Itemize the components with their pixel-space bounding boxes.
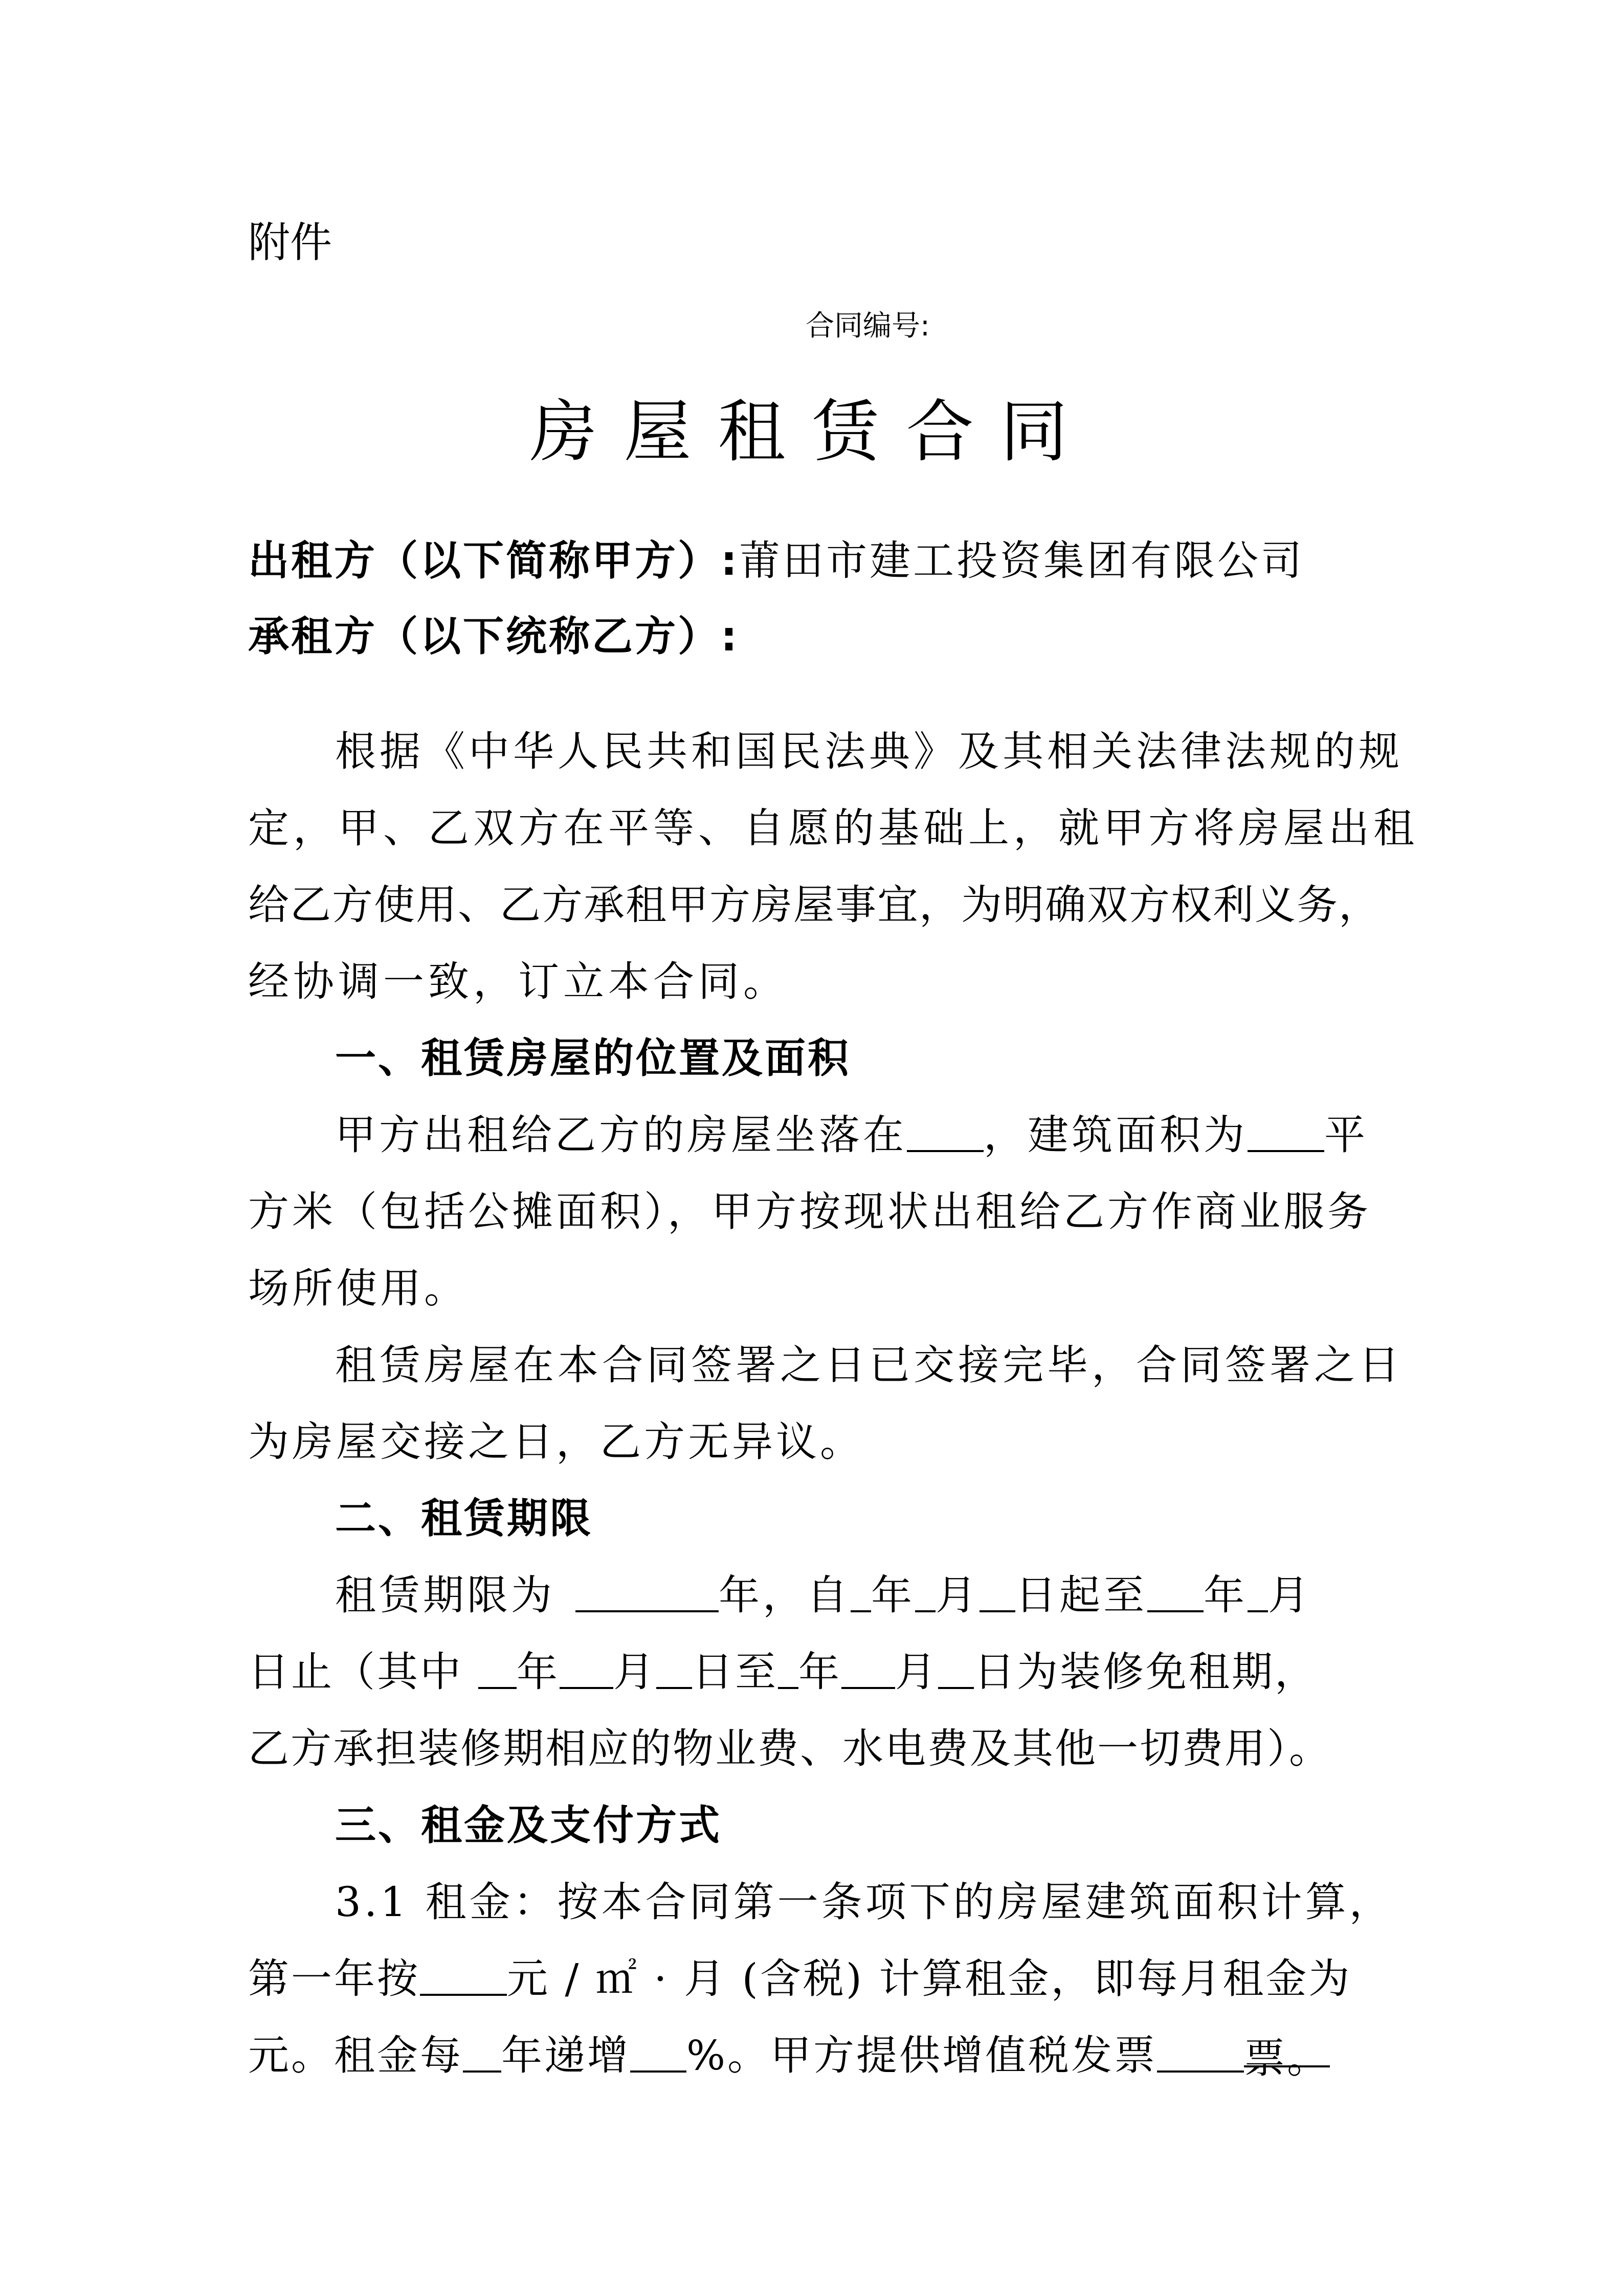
end-year-blank bbox=[1147, 1565, 1204, 1612]
s2-l2-text-e: 年 bbox=[798, 1648, 841, 1696]
section-1-heading: 一、租赁房屋的位置及面积 bbox=[335, 1034, 851, 1082]
s2-text-e: 日起至 bbox=[1015, 1571, 1147, 1619]
area-blank bbox=[1248, 1105, 1324, 1152]
section-1-line-1 bbox=[335, 1097, 1368, 1174]
lessor-line bbox=[248, 533, 1304, 589]
section-2-line-3: 乙方承担装修期相应的物业费、水电费及其他一切费用）。 bbox=[248, 1725, 1331, 1772]
s2-l2-text-c: 月 bbox=[613, 1648, 656, 1696]
fitout-start-year-blank bbox=[478, 1642, 517, 1689]
section-3-line-1: 3.1 租金：按本合同第一条项下的房屋建筑面积计算， bbox=[335, 1878, 1393, 1926]
fitout-start-day-blank bbox=[656, 1642, 692, 1689]
s3-l2-text-a: 第一年按 bbox=[248, 1955, 420, 2002]
section-3-line-3 bbox=[248, 2017, 1330, 2094]
fitout-end-year-blank bbox=[778, 1642, 798, 1689]
fitout-end-month-blank bbox=[841, 1642, 895, 1689]
start-day-blank bbox=[980, 1565, 1015, 1612]
s2-l2-text-a: 日止（其中 bbox=[248, 1648, 463, 1696]
s1-text-b: ，建筑面积为 bbox=[984, 1111, 1248, 1159]
location-blank bbox=[907, 1105, 984, 1152]
start-month-blank bbox=[915, 1565, 936, 1612]
s3-l3-text-d: 票。 bbox=[1244, 2020, 1330, 2067]
s3-l3-text-c: %。甲方提供增值税发票 bbox=[686, 2032, 1158, 2079]
section-2-line-2 bbox=[248, 1634, 1318, 1710]
rent-rate-blank bbox=[420, 1949, 507, 1996]
s2-text-c: 年 bbox=[871, 1571, 915, 1619]
s2-l2-text-f: 月 bbox=[895, 1648, 938, 1696]
s3-l2-text-b: 元 / ㎡ · 月 (含税) 计算租金，即每月租金为 bbox=[507, 1955, 1352, 2002]
end-month-blank bbox=[1248, 1565, 1268, 1612]
s2-l2-text-g: 日为装修免租期， bbox=[974, 1648, 1318, 1696]
s2-text-b: 年，自 bbox=[719, 1571, 851, 1619]
increase-years-blank bbox=[463, 2025, 501, 2073]
s2-text-g: 月 bbox=[1268, 1571, 1312, 1619]
intro-line-2: 定，甲、乙双方在平等、自愿的基础上，就甲方将房屋出租 bbox=[248, 804, 1418, 852]
lessor-name: 莆田市建工投资集团有限公司 bbox=[739, 537, 1304, 584]
section-1-line-4: 租赁房屋在本合同签署之日已交接完毕，合同签署之日 bbox=[335, 1341, 1403, 1389]
section-1-line-3: 场所使用。 bbox=[248, 1265, 468, 1312]
start-year-blank bbox=[851, 1565, 871, 1612]
lessee-label: 承租方（以下统称乙方）: bbox=[248, 613, 739, 660]
s2-l2-text-b: 年 bbox=[517, 1648, 560, 1696]
invoice-type-blank bbox=[1157, 2025, 1244, 2073]
s2-text-d: 月 bbox=[936, 1571, 980, 1619]
section-1-line-2: 方米（包括公摊面积），甲方按现状出租给乙方作商业服务 bbox=[248, 1188, 1371, 1235]
fitout-start-month-blank bbox=[560, 1642, 613, 1689]
s1-text-a: 甲方出租给乙方的房屋坐落在 bbox=[335, 1111, 907, 1159]
s1-text-c: 平 bbox=[1324, 1111, 1368, 1159]
document-title: 房屋租赁合同 bbox=[529, 393, 1095, 471]
section-2-line-1 bbox=[335, 1557, 1312, 1634]
fitout-end-day-blank bbox=[938, 1642, 974, 1689]
term-years-blank bbox=[575, 1565, 719, 1612]
s3-l3-text-a: 元。租金每 bbox=[248, 2032, 463, 2079]
section-3-line-2 bbox=[248, 1941, 1351, 2017]
intro-line-3: 给乙方使用、乙方承租甲方房屋事宜，为明确双方权利义务， bbox=[248, 881, 1381, 929]
s2-text-a: 租赁期限为 bbox=[335, 1571, 555, 1619]
intro-line-4: 经协调一致，订立本合同。 bbox=[248, 958, 788, 1005]
s3-l3-text-b: 年递增 bbox=[501, 2032, 630, 2079]
section-1-line-5: 为房屋交接之日，乙方无异议。 bbox=[248, 1418, 864, 1466]
increase-percent-blank bbox=[630, 2025, 686, 2073]
section-3-heading: 三、租金及支付方式 bbox=[335, 1802, 722, 1849]
attachment-label: 附件 bbox=[248, 218, 332, 267]
lessor-label: 出租方（以下简称甲方）: bbox=[248, 537, 739, 584]
section-2-heading: 二、租赁期限 bbox=[335, 1495, 593, 1542]
s2-text-f: 年 bbox=[1204, 1571, 1248, 1619]
s2-l2-text-d: 日至 bbox=[692, 1648, 778, 1696]
intro-line-1: 根据《中华人民共和国民法典》及其相关法律法规的规 bbox=[335, 728, 1403, 775]
contract-number-label: 合同编号: bbox=[806, 309, 930, 343]
lessee-line bbox=[248, 609, 739, 665]
